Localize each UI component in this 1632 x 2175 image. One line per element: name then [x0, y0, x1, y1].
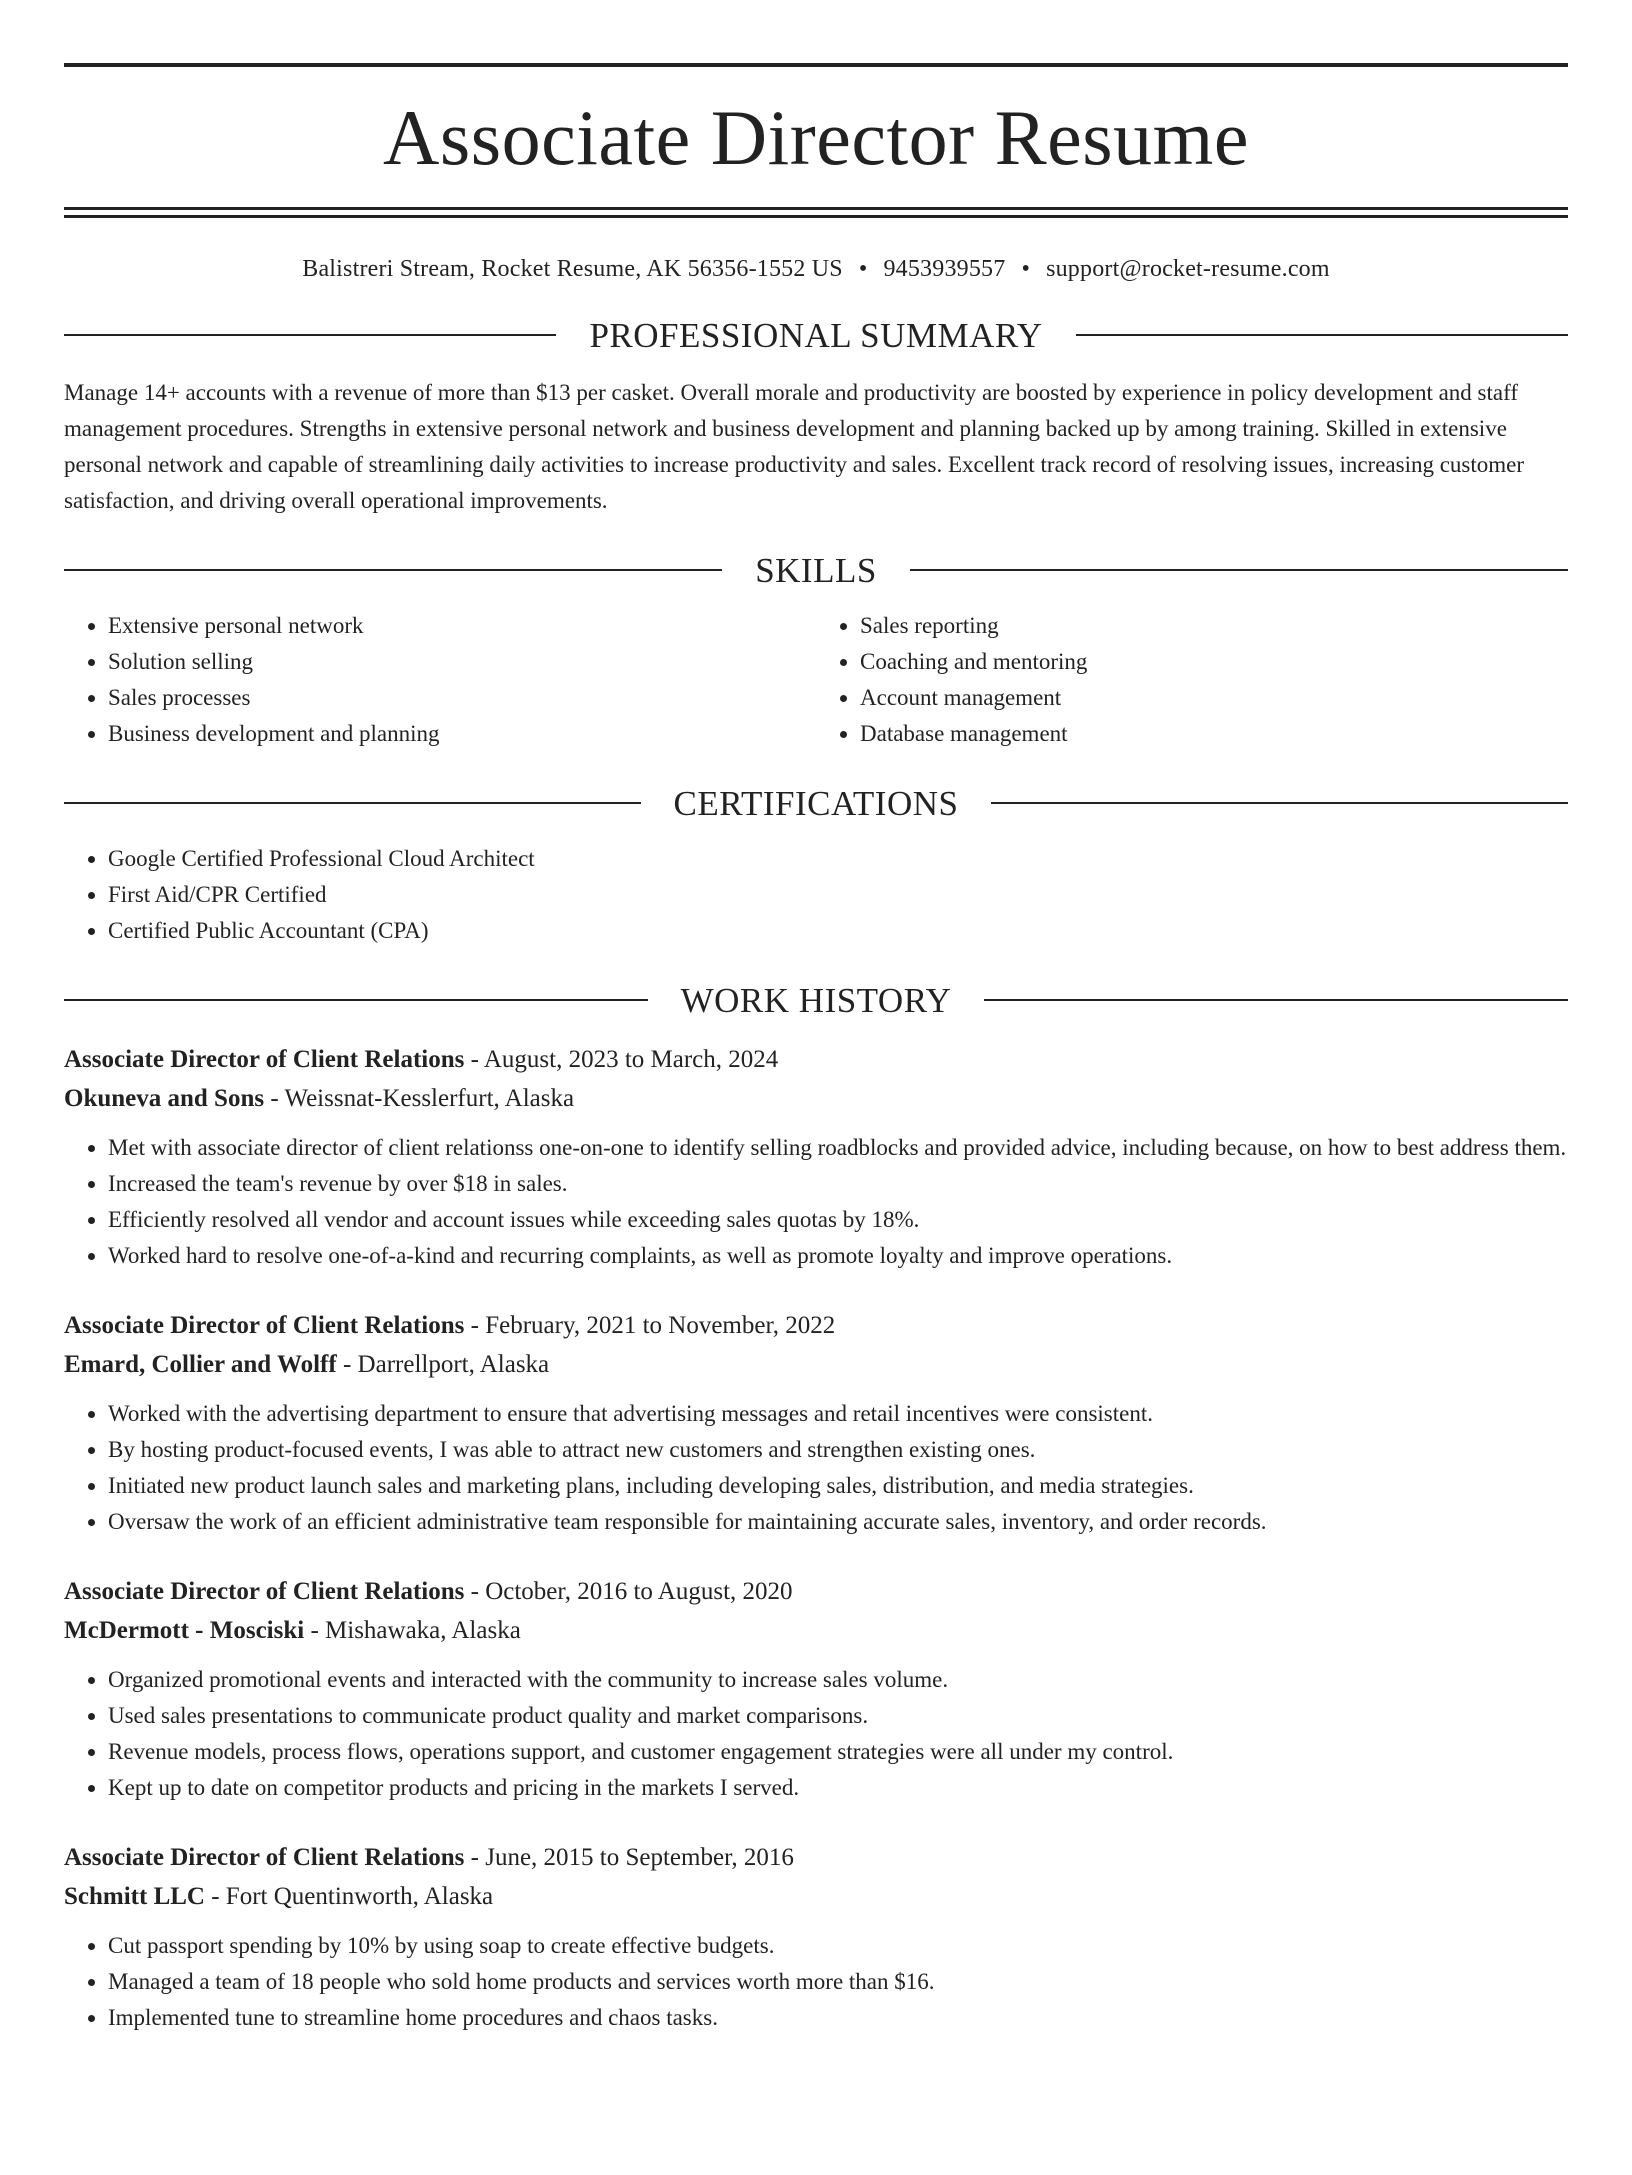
job-company: Emard, Collier and Wolff	[64, 1350, 337, 1378]
certification-item: • Certified Public Accountant (CPA)	[108, 913, 1568, 949]
certifications-list	[64, 841, 1568, 949]
job-title-line	[64, 1040, 1568, 1079]
skill-item: • Account management	[860, 680, 1568, 716]
summary-text: Manage 14+ accounts with a revenue of more than $13 per casket. Overall morale and productivity are boosted by experience in policy development and staff management procedures. Strengths in extensive personal network and business development and planning backed up by among training. Skilled in extensive personal network and capable of streamlining daily activities to increase productivity and sales. Excellent track record of resolving issues, increasing customer satisfaction, and driving overall operational improvements.	[64, 379, 1525, 513]
job-entry	[64, 1040, 1568, 1274]
job-company-line	[64, 1877, 1568, 1916]
job-title-line	[64, 1572, 1568, 1611]
job-bullets	[64, 1928, 1568, 2036]
contact-separator: •	[858, 256, 868, 282]
skills-heading	[64, 550, 1568, 590]
job-entry	[64, 1572, 1568, 1806]
skills-left-list	[64, 608, 816, 752]
skill-item: • Sales reporting	[860, 608, 1568, 644]
top-rule	[64, 63, 1568, 67]
job-bullet: • Oversaw the work of an efficient administrative team responsible for maintaining accurate sales, inventory, and order records.	[108, 1504, 1568, 1540]
summary-heading-label: PROFESSIONAL SUMMARY	[589, 315, 1043, 355]
heading-rule	[991, 802, 1568, 804]
certifications-heading	[64, 783, 1568, 823]
certifications-heading-label: CERTIFICATIONS	[673, 783, 959, 823]
skill-item: • Coaching and mentoring	[860, 644, 1568, 680]
heading-rule	[64, 569, 722, 571]
skill-item: • Sales processes	[108, 680, 816, 716]
job-bullet: • Revenue models, process flows, operations support, and customer engagement strategies were all under my control.	[108, 1734, 1568, 1770]
job-entry	[64, 1306, 1568, 1540]
job-entry	[64, 1838, 1568, 2036]
job-bullet: • Kept up to date on competitor products and pricing in the markets I served.	[108, 1770, 1568, 1806]
skill-item: • Database management	[860, 716, 1568, 752]
job-title-line	[64, 1838, 1568, 1877]
job-bullets	[64, 1130, 1568, 1274]
job-location: - Weissnat-Kesslerfurt, Alaska	[264, 1084, 575, 1112]
job-title-line	[64, 1306, 1568, 1345]
job-title: Associate Director of Client Relations	[64, 1311, 465, 1339]
job-company: McDermott - Mosciski	[64, 1616, 305, 1644]
job-bullet: • Implemented tune to streamline home procedures and chaos tasks.	[108, 2000, 1568, 2036]
job-company: Schmitt LLC	[64, 1882, 205, 1910]
skills-columns	[64, 608, 1568, 752]
job-bullet: • Efficiently resolved all vendor and account issues while exceeding sales quotas by 18%.	[108, 1202, 1568, 1238]
heading-rule	[64, 999, 648, 1001]
job-location: - Darrellport, Alaska	[336, 1350, 550, 1378]
job-bullets	[64, 1662, 1568, 1806]
skills-heading-label: SKILLS	[755, 550, 877, 590]
skills-right-list	[816, 608, 1568, 752]
job-company-line	[64, 1079, 1568, 1118]
job-bullet: • Initiated new product launch sales and marketing plans, including developing sales, distribution, and media strategies.	[108, 1468, 1568, 1504]
job-bullet: • Used sales presentations to communicate product quality and market comparisons.	[108, 1698, 1568, 1734]
job-bullet: • Increased the team's revenue by over $18 in sales.	[108, 1166, 1568, 1202]
job-title: Associate Director of Client Relations	[64, 1045, 465, 1073]
heading-rule	[64, 334, 556, 336]
contact-phone: 9453939557	[883, 256, 1006, 282]
contact-address: Balistreri Stream, Rocket Resume, AK 56356-1552 US	[302, 256, 843, 282]
certification-item: • Google Certified Professional Cloud Architect	[108, 841, 1568, 877]
work-history-heading-label: WORK HISTORY	[680, 980, 952, 1020]
skill-item: • Business development and planning	[108, 716, 816, 752]
certification-item: • First Aid/CPR Certified	[108, 877, 1568, 913]
heading-rule	[1076, 334, 1568, 336]
resume-page	[0, 63, 1632, 2175]
job-bullets	[64, 1396, 1568, 1540]
job-location: - Fort Quentinworth, Alaska	[204, 1882, 494, 1910]
heading-rule	[984, 999, 1568, 1001]
title-double-rule	[64, 207, 1568, 218]
job-title: Associate Director of Client Relations	[64, 1577, 465, 1605]
job-title: Associate Director of Client Relations	[64, 1843, 465, 1871]
heading-rule	[64, 802, 641, 804]
job-company: Okuneva and Sons	[64, 1084, 265, 1112]
contact-line	[64, 255, 1568, 284]
job-dates: - June, 2015 to September, 2016	[464, 1843, 794, 1871]
skill-item: • Extensive personal network	[108, 608, 816, 644]
contact-separator: •	[1021, 256, 1031, 282]
job-bullet: • Cut passport spending by 10% by using soap to create effective budgets.	[108, 1928, 1568, 1964]
job-dates: - February, 2021 to November, 2022	[464, 1311, 836, 1339]
job-bullet: • By hosting product-focused events, I was able to attract new customers and strengthen existing ones.	[108, 1432, 1568, 1468]
job-company-line	[64, 1611, 1568, 1650]
job-bullet: • Managed a team of 18 people who sold home products and services worth more than $16.	[108, 1964, 1568, 2000]
job-location: - Mishawaka, Alaska	[304, 1616, 521, 1644]
resume-title: Associate Director Resume	[383, 94, 1249, 181]
job-company-line	[64, 1345, 1568, 1384]
contact-email: support@rocket-resume.com	[1046, 256, 1330, 282]
job-bullet: • Met with associate director of client relationss one-on-one to identify selling roadblocks and provided advice, including because, on how to best address them.	[108, 1130, 1568, 1166]
skill-item: • Solution selling	[108, 644, 816, 680]
job-bullet: • Worked hard to resolve one-of-a-kind and recurring complaints, as well as promote loyalty and improve operations.	[108, 1238, 1568, 1274]
job-bullet: • Organized promotional events and interacted with the community to increase sales volume.	[108, 1662, 1568, 1698]
work-history-heading	[64, 980, 1568, 1020]
heading-rule	[910, 569, 1568, 571]
job-bullet: • Worked with the advertising department to ensure that advertising messages and retail incentives were consistent.	[108, 1396, 1568, 1432]
summary-heading	[64, 315, 1568, 355]
job-dates: - October, 2016 to August, 2020	[464, 1577, 793, 1605]
job-dates: - August, 2023 to March, 2024	[464, 1045, 779, 1073]
